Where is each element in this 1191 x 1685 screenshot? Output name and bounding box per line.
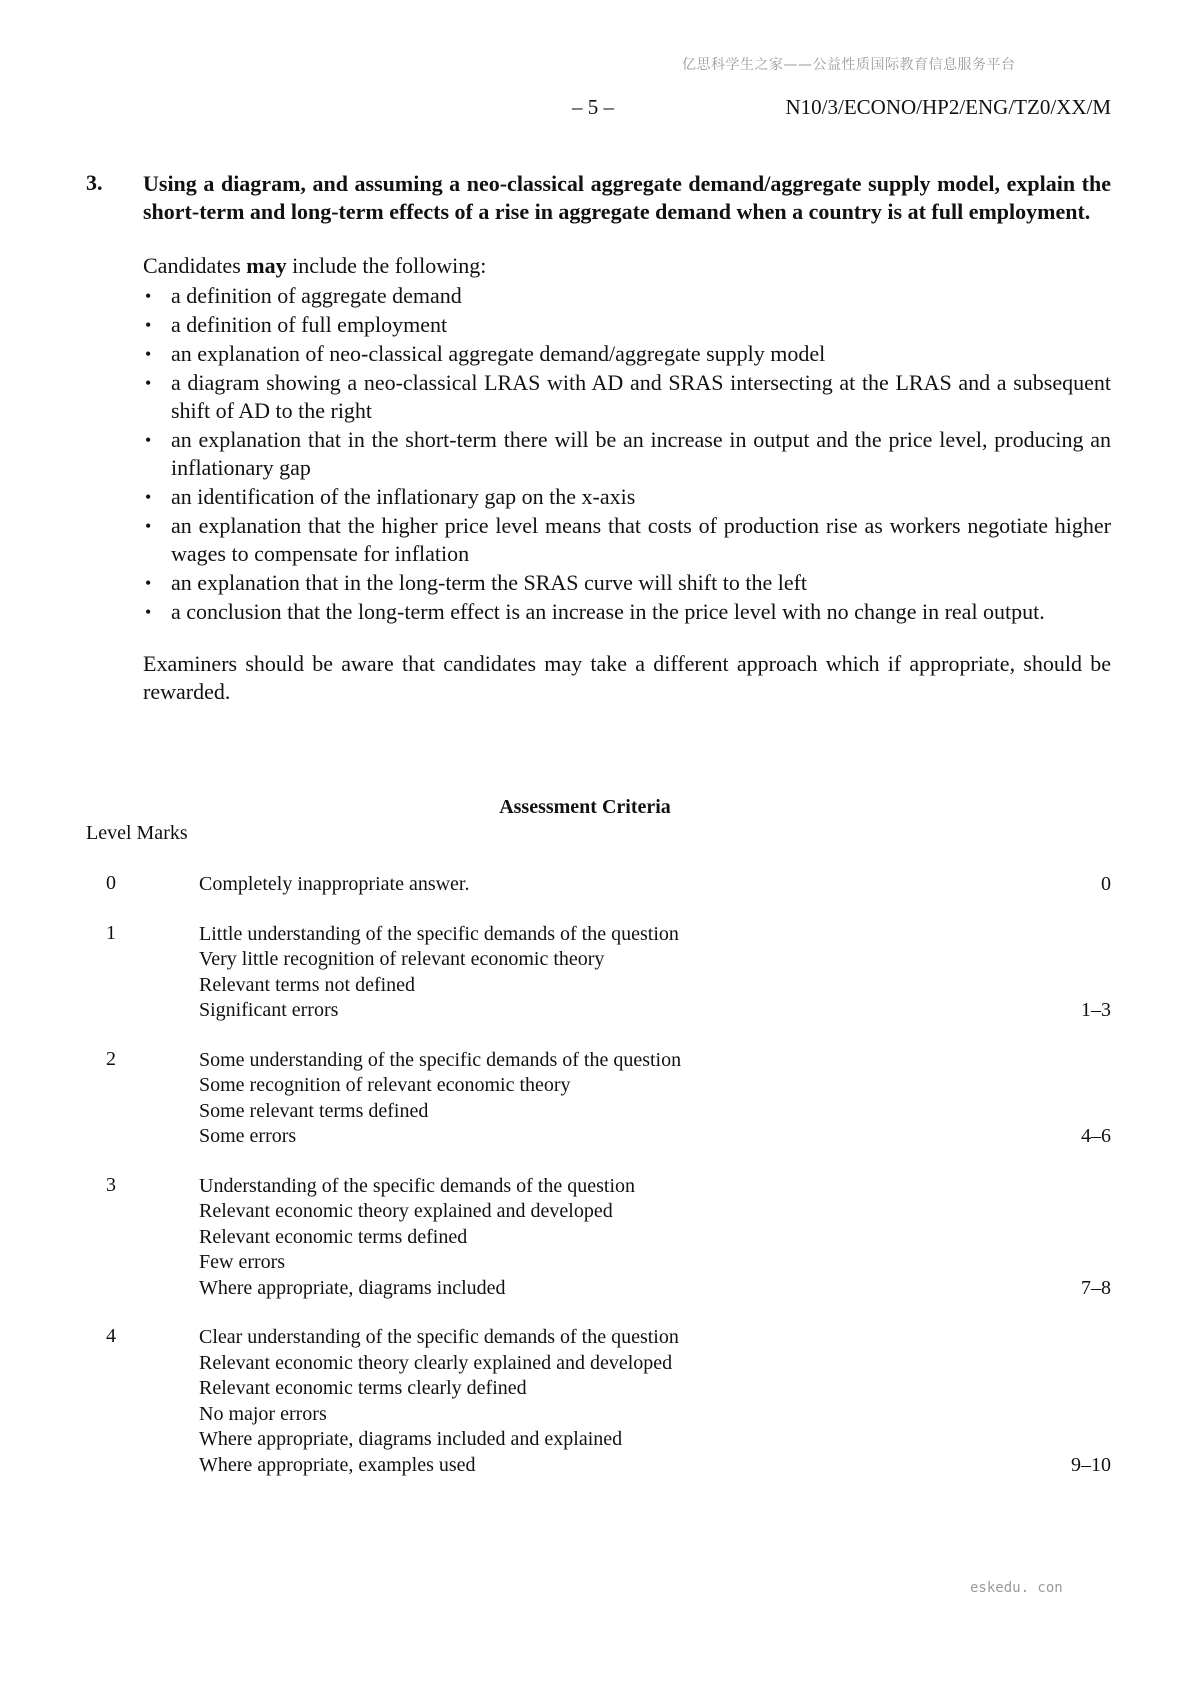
criteria-levels xyxy=(86,872,1111,1502)
descriptor-line: Where appropriate, diagrams included and explained xyxy=(199,1428,623,1450)
descriptor-line: Little understanding of the specific demands of the question xyxy=(199,922,679,945)
question-block xyxy=(86,170,1111,706)
list-item xyxy=(143,369,1111,425)
level-row-3 xyxy=(86,1174,1111,1302)
level-row-1 xyxy=(86,922,1111,1024)
point-text: a definition of full employment xyxy=(171,312,448,337)
question-text: Using a diagram, and assuming a neo-classical aggregate demand/aggregate supply model, explain the short-term and long-term effects of a rise in aggregate demand when a country is at full employment. xyxy=(143,171,1111,224)
list-item xyxy=(143,512,1111,568)
intro-after: include the following: xyxy=(286,253,487,278)
criteria-title: Assessment Criteria xyxy=(499,796,671,818)
level-marks: 4–6 xyxy=(1081,1125,1111,1147)
watermark-bottom: eskedu. con xyxy=(970,1580,1063,1596)
list-item xyxy=(143,426,1111,482)
descriptor-line: Relevant economic terms clearly defined xyxy=(199,1377,527,1399)
bullet-icon: • xyxy=(145,573,152,593)
bullet-icon: • xyxy=(145,286,152,306)
level-row-0 xyxy=(86,872,1111,898)
bullet-icon: • xyxy=(145,344,152,364)
bullet-icon: • xyxy=(145,602,152,622)
descriptor-line: Very little recognition of relevant economic theory xyxy=(199,948,605,970)
answer-points-list xyxy=(143,282,1111,626)
descriptor-line: Relevant economic terms defined xyxy=(199,1225,468,1248)
descriptor-line: Where appropriate, examples used xyxy=(199,1453,476,1476)
page-number: – 5 – xyxy=(572,95,614,119)
point-text: an explanation of neo-classical aggregate demand/aggregate supply model xyxy=(171,341,826,366)
descriptor-line: Few errors xyxy=(199,1251,286,1273)
question-number: 3. xyxy=(86,170,103,195)
list-item xyxy=(143,311,1111,339)
level-number: 2 xyxy=(106,1047,116,1070)
level-row-2 xyxy=(86,1048,1111,1150)
level-row-4 xyxy=(86,1325,1111,1478)
document-code: N10/3/ECONO/HP2/ENG/TZ0/XX/M xyxy=(785,95,1111,119)
level-description xyxy=(199,922,1111,1024)
list-item xyxy=(143,340,1111,368)
level-marks: 9–10 xyxy=(1071,1453,1111,1476)
descriptor-line: Relevant economic theory clearly explained and developed xyxy=(199,1351,673,1374)
descriptor-line: No major errors xyxy=(199,1402,327,1425)
descriptor-line: Significant errors xyxy=(199,999,339,1021)
list-item xyxy=(143,483,1111,511)
level-description xyxy=(199,1174,1111,1302)
intro-bold: may xyxy=(246,253,287,278)
bullet-icon: • xyxy=(145,487,152,507)
bullet-icon: • xyxy=(145,430,152,450)
watermark-top: 亿思科学生之家——公益性质国际教育信息服务平台 xyxy=(682,57,1016,73)
descriptor-line: Relevant terms not defined xyxy=(199,973,416,996)
descriptor-line: Some relevant terms defined xyxy=(199,1099,429,1122)
list-item xyxy=(143,282,1111,310)
level-number: 3 xyxy=(106,1173,116,1196)
point-text: a conclusion that the long-term effect is an increase in the price level with no change in real output. xyxy=(171,599,1045,624)
bullet-icon: • xyxy=(145,373,152,393)
point-text: an explanation that in the long-term the SRAS curve will shift to the left xyxy=(171,570,808,595)
level-number: 4 xyxy=(106,1325,116,1347)
point-text: an identification of the inflationary gap on the x-axis xyxy=(171,484,636,509)
descriptor-line: Understanding of the specific demands of the question xyxy=(199,1174,635,1197)
descriptor-line: Some understanding of the specific demands of the question xyxy=(199,1048,682,1071)
point-text: a diagram showing a neo-classical LRAS with AD and SRAS intersecting at the LRAS and a subsequent shift of AD to the right xyxy=(171,370,1111,423)
list-item xyxy=(143,569,1111,597)
descriptor-line: Some recognition of relevant economic theory xyxy=(199,1074,571,1096)
level-marks: 0 xyxy=(1101,873,1111,895)
bullet-icon: • xyxy=(145,516,152,536)
list-item xyxy=(143,598,1111,626)
descriptor-line: Completely inappropriate answer. xyxy=(199,873,470,895)
descriptor-line: Where appropriate, diagrams included xyxy=(199,1276,506,1299)
bullet-icon: • xyxy=(145,315,152,335)
level-description xyxy=(199,1048,1111,1150)
intro-before: Candidates xyxy=(143,253,247,278)
descriptor-line: Relevant economic theory explained and developed xyxy=(199,1200,613,1222)
point-text: a definition of aggregate demand xyxy=(171,283,462,308)
level-marks: 7–8 xyxy=(1081,1276,1111,1299)
candidates-intro xyxy=(143,252,1111,280)
level-description xyxy=(199,872,1111,898)
descriptor-line: Clear understanding of the specific demands of the question xyxy=(199,1326,679,1348)
level-marks-header: Level Marks xyxy=(86,822,188,844)
point-text: an explanation that in the short-term there will be an increase in output and the price level, producing an inflationary gap xyxy=(171,427,1111,480)
descriptor-line: Some errors xyxy=(199,1125,297,1147)
point-text: an explanation that the higher price level means that costs of production rise as workers negotiate higher wages to compensate for inflation xyxy=(171,513,1111,566)
level-number: 1 xyxy=(106,921,116,944)
examiners-note: Examiners should be aware that candidates may take a different approach which if appropriate, should be rewarded. xyxy=(143,651,1111,704)
level-marks: 1–3 xyxy=(1081,999,1111,1021)
level-number: 0 xyxy=(106,872,116,894)
level-description xyxy=(199,1325,1111,1478)
